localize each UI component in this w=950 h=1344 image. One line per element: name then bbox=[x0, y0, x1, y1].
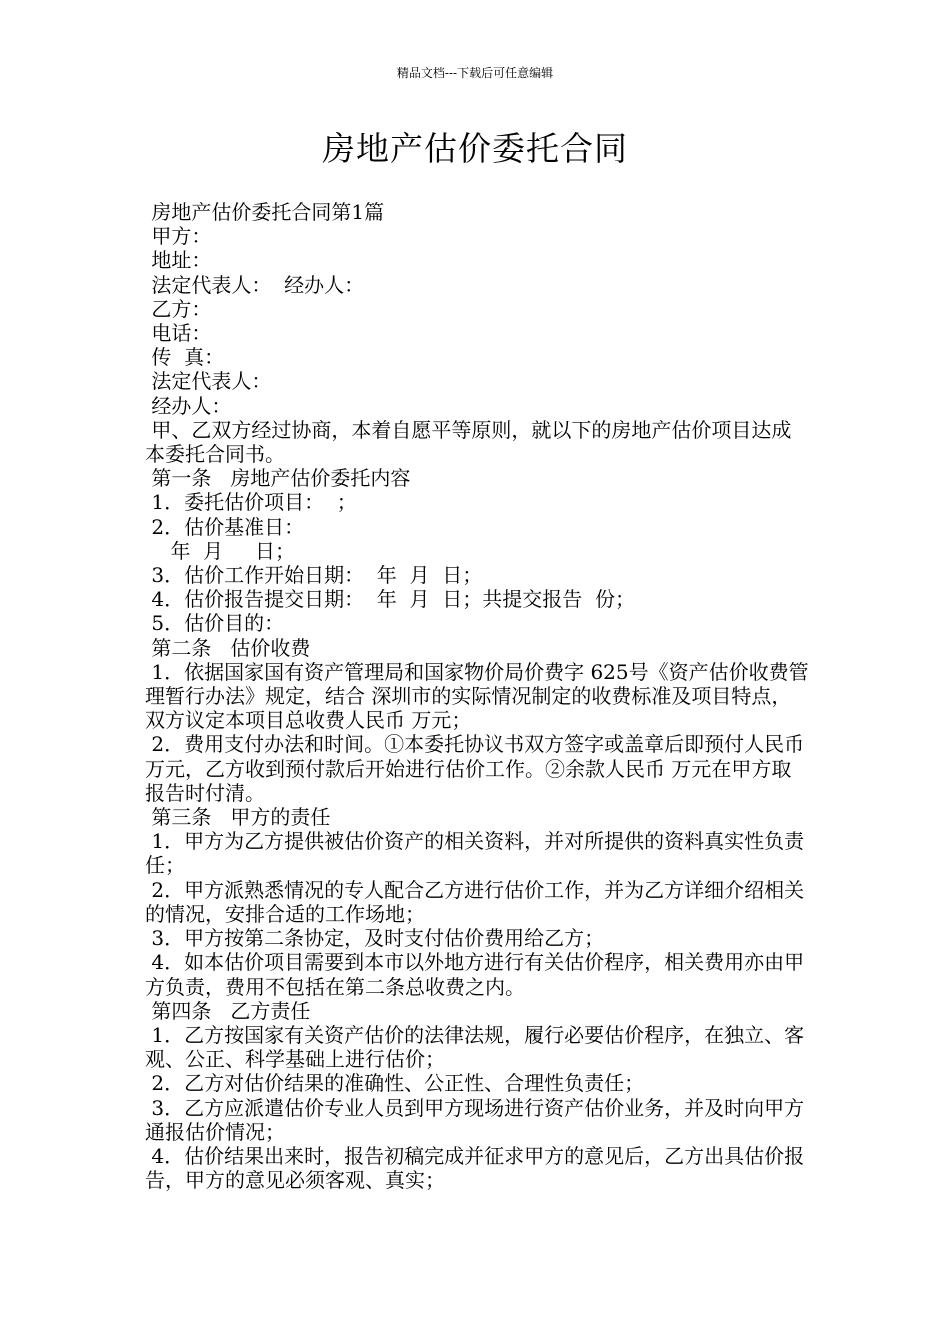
body-line: 3．甲方按第二条协定，及时支付估价费用给乙方； bbox=[145, 926, 605, 951]
body-line: 甲、乙双方经过协商，本着自愿平等原则，就以下的房地产估价项目达成本委托合同书。 bbox=[145, 417, 792, 467]
body-line: 法定代表人： bbox=[145, 369, 272, 394]
body-line: 2．费用支付办法和时间。①本委托协议书双方签字或盖章后即预付人民币 万元，乙方收到预付款后开始进行估价工作。②余款人民币 万元在甲方取报告时付清。 bbox=[145, 732, 811, 805]
section-heading: 第三条 甲方的责任 bbox=[145, 805, 331, 830]
body-line: 4．估价报告提交日期： 年 月 日；共提交报告 份； bbox=[145, 587, 635, 612]
body-line: 2．估价基准日： bbox=[145, 514, 305, 539]
body-line: 4．如本估价项目需要到本市以外地方进行有关估价程序，相关费用亦由甲方负责，费用不包括在第二条总收费之内。 bbox=[145, 950, 805, 999]
body-line: 传 真： bbox=[145, 345, 225, 370]
body-line: 房地产估价委托合同第1篇 bbox=[145, 200, 385, 224]
section-heading: 第二条 估价收费 bbox=[145, 635, 311, 660]
header-note: 精品文档---下载后可任意编辑 bbox=[396, 66, 554, 80]
section-heading: 第一条 房地产估价委托内容 bbox=[145, 466, 411, 491]
body-line: 经办人： bbox=[145, 393, 232, 418]
section-heading: 第四条 乙方责任 bbox=[145, 998, 311, 1023]
body-line: 1．乙方按国家有关资产估价的法律法规，履行必要估价程序，在独立、客观、公正、科学基础上进行估价； bbox=[145, 1022, 805, 1072]
document-body bbox=[145, 200, 810, 1192]
body-line: 年 月 日； bbox=[145, 538, 295, 563]
body-line: 4．估价结果出来时，报告初稿完成并征求甲方的意见后，乙方出具估价报告，甲方的意见必须客观、真实； bbox=[145, 1143, 805, 1193]
body-line: 乙方： bbox=[145, 296, 212, 321]
body-line: 电话： bbox=[145, 321, 212, 346]
body-line: 2．乙方对估价结果的准确性、公正性、合理性负责任； bbox=[145, 1071, 645, 1096]
body-line: 法定代表人： 经办人： bbox=[145, 272, 365, 297]
body-line: 3．乙方应派遣估价专业人员到甲方现场进行资产估价业务，并及时向甲方通报估价情况； bbox=[145, 1095, 805, 1144]
body-line: 1．依据国家国有资产管理局和国家物价局价费字 625号《资产估价收费管理暂行办法》规定，结合 深圳市的实际情况制定的收费标准及项目特点，双方议定本项目总收费人民币 万元； bbox=[145, 659, 809, 733]
body-line: 5．估价目的： bbox=[145, 611, 285, 636]
body-line: 2．甲方派熟悉情况的专人配合乙方进行估价工作，并为乙方详细介绍相关的情况，安排合适的工作场地； bbox=[145, 877, 805, 926]
body-line: 1．甲方为乙方提供被估价资产的相关资料，并对所提供的资料真实性负责任； bbox=[145, 829, 805, 878]
body-line: 地址： bbox=[145, 248, 212, 273]
document-title: 房地产估价委托合同 bbox=[322, 129, 628, 168]
body-line: 3．估价工作开始日期： 年 月 日； bbox=[145, 563, 483, 588]
body-line: 1．委托估价项目： ； bbox=[145, 490, 357, 515]
body-line: 甲方： bbox=[145, 224, 212, 249]
